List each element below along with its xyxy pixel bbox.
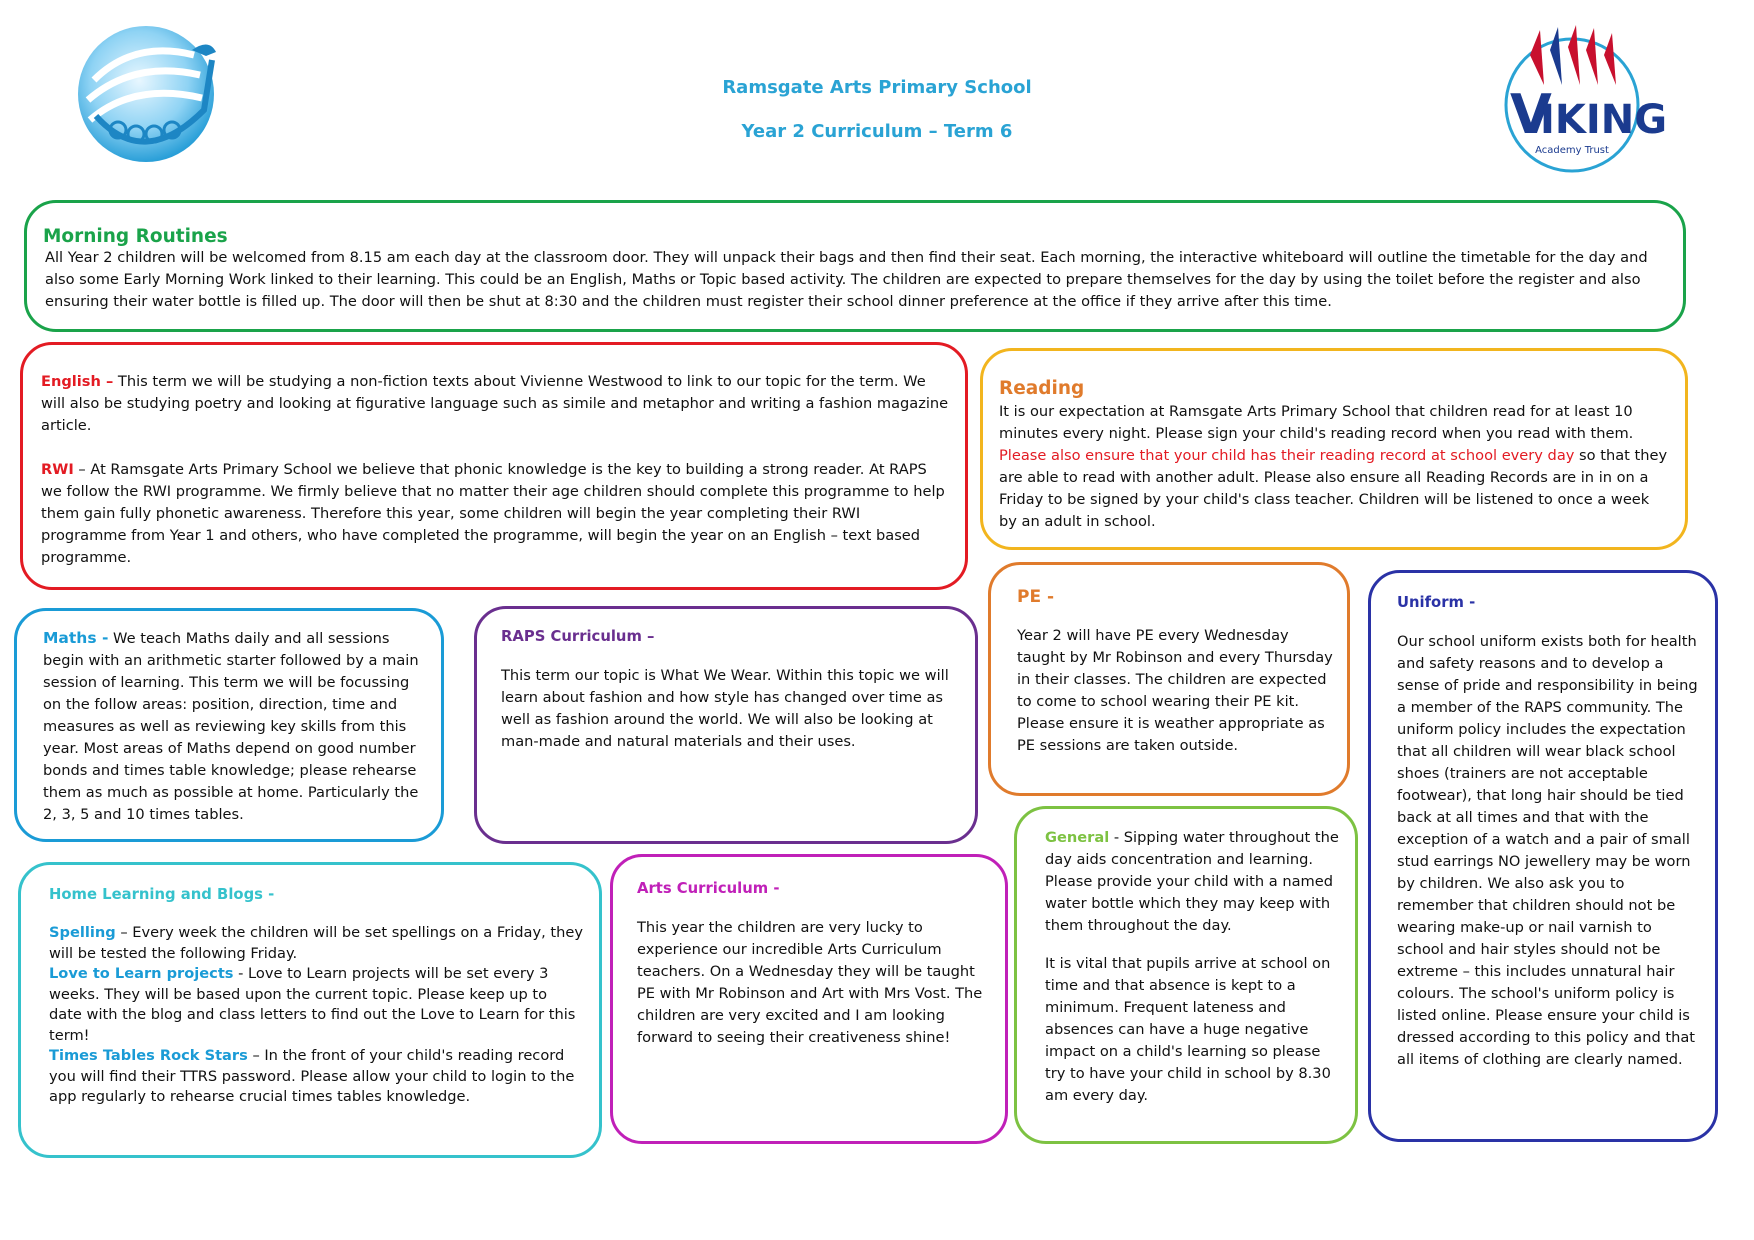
spelling-label: Spelling <box>49 924 116 941</box>
general-paragraph-2: It is vital that pupils arrive at school on time and that absence is kept to a minimum. Frequent lateness and absences can have a huge negative impact on a child's learning so please try to have your child in school by 8.30 am every day. <box>1045 955 1331 1104</box>
svg-text:V: V <box>1510 83 1552 146</box>
pe-heading: PE - <box>1017 587 1055 607</box>
maths-paragraph <box>43 627 427 826</box>
spelling-text: – Every week the children will be set spellings on a Friday, they will be tested the following Friday. <box>49 924 583 962</box>
reading-text-1: It is our expectation at Ramsgate Arts Primary School that children read for at least 10 minutes every night. Please sign your child's reading record when you read with them. <box>999 403 1634 442</box>
general-panel <box>1014 806 1358 1144</box>
rwi-label: RWI <box>41 461 74 478</box>
general-paragraph-1 <box>1045 827 1343 937</box>
maths-text: We teach Maths daily and all sessions begin with an arithmetic starter followed by a main session of learning. This term we will be focussing on the follow areas: position, direction, time and measures as well as reviewing key skills from this year. Most areas of Maths depend on good number bonds and times table knowledge; please rehearse them as much as possible at home. Particularly the 2, 3, 5 and 10 times tables. <box>43 630 419 823</box>
raps-curriculum-panel <box>474 606 978 844</box>
maths-panel <box>14 608 444 842</box>
general-text-1: - Sipping water throughout the day aids concentration and learning. Please provide your child with a named water bottle which they may keep with them throughout the day. <box>1045 829 1339 934</box>
home-learning-heading: Home Learning and Blogs - <box>49 886 275 903</box>
ttrs-label: Times Tables Rock Stars <box>49 1047 248 1064</box>
reading-panel <box>980 348 1688 550</box>
english-text: This term we will be studying a non-fiction texts about Vivienne Westwood to link to our topic for the term. We will also be studying poetry and looking at figurative language such as simile and metaphor and writing a fashion magazine article. <box>41 373 949 434</box>
love-to-learn-label: Love to Learn projects <box>49 965 234 982</box>
viking-trust-logo <box>1500 25 1668 175</box>
arts-curriculum-panel <box>610 854 1008 1144</box>
english-paragraph <box>41 371 949 437</box>
english-panel <box>20 342 968 590</box>
raps-heading: RAPS Curriculum – <box>501 628 655 645</box>
pe-text: Year 2 will have PE every Wednesday taught by Mr Robinson and every Thursday in their classes. The children are expected to come to school wearing their PE kit. Please ensure it is weather appropriate as PE sessions are taken outside. <box>1017 627 1333 754</box>
love-to-learn-text: - Love to Learn projects will be set every 3 weeks. They will be based upon the current topic. Please keep up to date with the blog and class letters to find out the Love to Learn for this term! <box>49 965 576 1044</box>
raps-text: This term our topic is What We Wear. Within this topic we will learn about fashion and how style has changed over time as well as fashion around the world. We will also be looking at man-made and natural materials and their uses. <box>501 667 949 750</box>
rwi-paragraph <box>41 459 949 569</box>
curriculum-title: Year 2 Curriculum – Term 6 <box>741 121 1013 142</box>
morning-routines-text: All Year 2 children will be welcomed from 8.15 am each day at the classroom door. They will unpack their bags and then find their seat. Each morning, the interactive whiteboard will outline the timetable for the day and also some Early Morning Work linked to their learning. This could be an English, Maths or Topic based activity. The children are expected to prepare themselves for the day by using the toilet before the register and also ensuring their water bottle is filled up. The door will then be shut at 8:30 and the children must register their school dinner preference at the office if they arrive after this time. <box>45 249 1648 310</box>
home-learning-panel <box>18 862 602 1158</box>
school-name: Ramsgate Arts Primary School <box>722 77 1032 98</box>
general-label: General <box>1045 829 1110 846</box>
maths-label: Maths - <box>43 629 109 647</box>
arts-text: This year the children are very lucky to experience our incredible Arts Curriculum teachers. On a Wednesday they will be taught PE with Mr Robinson and Art with Mrs Vost. The children are very excited and I am looking forward to seeing their creativeness shine! <box>637 919 983 1046</box>
ttrs-paragraph <box>49 1046 583 1108</box>
reading-highlight: Please also ensure that your child has their reading record at school every day <box>999 447 1575 464</box>
pe-panel <box>988 562 1350 796</box>
rwi-text: – At Ramsgate Arts Primary School we believe that phonic knowledge is the key to building a strong reader. At RAPS we follow the RWI programme. We firmly believe that no matter their age children should complete this programme to help them gain fully phonetic awareness. Therefore this year, some children will begin the year completing their RWI programme from Year 1 and others, who have completed the programme, will begin the year on an English – text based programme. <box>41 461 945 566</box>
arts-heading: Arts Curriculum - <box>637 880 780 897</box>
reading-text <box>999 401 1669 533</box>
spelling-paragraph <box>49 923 583 964</box>
english-label: English – <box>41 373 114 390</box>
love-to-learn-paragraph <box>49 964 583 1046</box>
logo-word: IKING <box>1540 97 1668 143</box>
reading-heading: Reading <box>999 378 1085 399</box>
ttrs-text: – In the front of your child's reading record you will find their TTRS password. Please allow your child to login to the app regularly to rehearse crucial times tables knowledge. <box>49 1047 575 1105</box>
uniform-panel <box>1368 570 1718 1142</box>
logo-subtitle: Academy Trust <box>1535 145 1609 156</box>
reading-text-2: so that they are able to read with another adult. Please also ensure all Reading Records are in in on a Friday to be signed by your child's class teacher. Children will be listened to once a week by an adult in school. <box>999 447 1668 530</box>
morning-routines-heading: Morning Routines <box>43 226 228 247</box>
morning-routines-panel <box>24 200 1686 332</box>
uniform-text: Our school uniform exists both for health and safety reasons and to develop a sense of pride and responsibility in being a member of the RAPS community. The uniform policy includes the expectation that all children will wear black school shoes (trainers are not acceptable footwear), that long hair should be tied back at all times and that with the exception of a watch and a pair of small stud earrings NO jewellery may be worn by children. We also ask you to remember that children should not be wearing make-up or nail varnish to school and hair styles should not be extreme – this includes unnatural hair colours. The school's uniform policy is listed online. Please ensure your child is dressed according to this policy and that all items of clothing are clearly named. <box>1397 633 1698 1068</box>
uniform-heading: Uniform - <box>1397 594 1476 611</box>
